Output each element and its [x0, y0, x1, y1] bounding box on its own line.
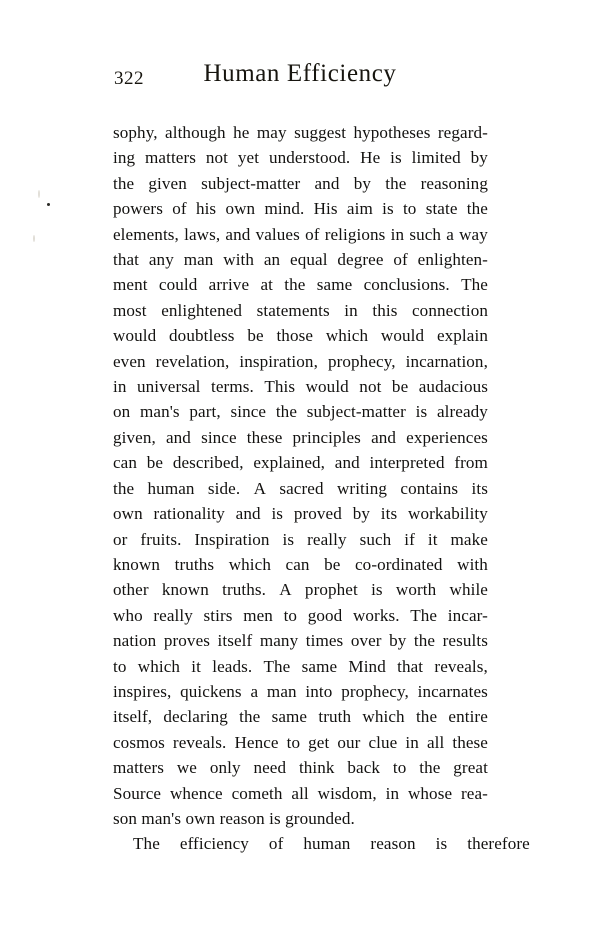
word: truths [174, 554, 215, 574]
word: is [282, 529, 295, 549]
word: own [225, 199, 256, 219]
word: workability [408, 504, 488, 524]
word: by [353, 173, 371, 193]
word: make [450, 529, 488, 549]
word: inspiration, [239, 351, 318, 371]
word: leads. [212, 656, 253, 676]
word: on [113, 402, 131, 422]
word: to [392, 758, 407, 778]
text-line [113, 171, 488, 196]
word: need [253, 758, 287, 778]
word: this [372, 300, 398, 320]
word: with [223, 250, 255, 270]
word: given [148, 173, 187, 193]
text-line [113, 501, 488, 526]
text-line [113, 145, 488, 170]
word: the [419, 758, 441, 778]
word: these [452, 732, 488, 752]
text-line [113, 247, 488, 272]
page-number: 322 [114, 68, 144, 89]
word: human [303, 834, 351, 854]
word: the [415, 707, 438, 727]
word: yet [237, 148, 260, 168]
word: back [347, 758, 381, 778]
word: explained, [253, 453, 326, 473]
word: which [228, 554, 271, 574]
word: all [426, 732, 445, 752]
word: known [161, 580, 209, 600]
word: even [113, 351, 146, 371]
word: limited [411, 148, 461, 168]
text-line [113, 730, 488, 755]
word: its [380, 504, 398, 524]
word: all [291, 783, 309, 803]
word: enlightened [161, 300, 243, 320]
word: hypotheses [353, 123, 431, 142]
word: described, [172, 453, 244, 473]
word: we [176, 758, 197, 778]
word: terms. [211, 377, 254, 397]
word: itself [217, 631, 253, 651]
word: be [391, 377, 409, 397]
word: and [165, 427, 191, 447]
text-line: son man's own reason is grounded. [113, 808, 355, 828]
word: to [286, 732, 301, 752]
word: values [255, 224, 300, 244]
word: Mind [348, 656, 386, 676]
word: doubtless [169, 326, 235, 346]
word: arrive [208, 275, 250, 295]
word: The [263, 656, 291, 676]
word: since [230, 402, 267, 422]
word: not [359, 377, 382, 397]
word: the [239, 707, 261, 727]
word: into [305, 681, 333, 701]
word: interpreted [369, 453, 445, 473]
word: nation [113, 631, 157, 651]
word: entire [448, 707, 488, 727]
word: that [113, 250, 140, 270]
word: matters [145, 148, 197, 168]
word: many [259, 631, 299, 651]
word: subject-matter [201, 173, 301, 193]
word: efficiency [179, 834, 249, 854]
word: own [113, 504, 143, 524]
word: the [413, 631, 436, 651]
word: man [266, 681, 297, 701]
paragraph-new [113, 831, 530, 856]
word: good [307, 605, 343, 625]
word: principles [292, 427, 361, 447]
text-line [113, 196, 488, 221]
word: given, [113, 427, 156, 447]
word: equal [290, 250, 328, 270]
word: our [337, 732, 361, 752]
word: side. [207, 478, 241, 498]
word: aim [346, 199, 373, 219]
word: it [191, 656, 201, 676]
word: state [425, 199, 458, 219]
word: truth [318, 707, 352, 727]
word: clue [368, 732, 398, 752]
word: is [371, 580, 383, 600]
page-body [113, 120, 530, 857]
word: ing [113, 148, 136, 168]
word: only [209, 758, 241, 778]
word: be [324, 554, 341, 574]
word: is [390, 148, 402, 168]
word: is [382, 199, 394, 219]
word: any [148, 250, 174, 270]
text-line [113, 755, 488, 780]
word: which [325, 326, 369, 346]
word: although [165, 123, 226, 142]
word: of [268, 834, 284, 854]
word: man's [140, 402, 180, 422]
page-header [0, 60, 600, 100]
word: A [253, 478, 267, 498]
word: and [235, 504, 261, 524]
word: degree [337, 250, 384, 270]
word: could [158, 275, 198, 295]
word: with [457, 554, 488, 574]
text-line [113, 527, 488, 552]
word: co-ordinated [354, 554, 443, 574]
word: Inspiration [194, 529, 270, 549]
word: can [113, 453, 138, 473]
word: universal [136, 377, 201, 397]
word: really [307, 529, 347, 549]
word: works. [352, 605, 400, 625]
word: these [246, 427, 283, 447]
paper-speck [38, 190, 40, 198]
word: it [427, 529, 438, 549]
word: incarnation, [405, 351, 488, 371]
word: connection [412, 300, 488, 320]
word: part, [189, 402, 221, 422]
text-line [113, 476, 488, 501]
word: writing [336, 478, 388, 498]
word: the [113, 173, 135, 193]
word: man [183, 250, 214, 270]
word: itself, [113, 707, 153, 727]
word: his [195, 199, 217, 219]
word: This [264, 377, 296, 397]
word: is [435, 834, 448, 854]
word: while [449, 580, 488, 600]
word: suggest [294, 123, 347, 142]
word: enlighten- [417, 250, 488, 270]
text-line [113, 552, 488, 577]
word: laws, [184, 224, 221, 244]
word: sophy, [113, 123, 158, 142]
word: experiences [406, 427, 488, 447]
word: elements, [113, 224, 179, 244]
word: quickens [180, 681, 242, 701]
word: get [308, 732, 330, 752]
text-line [113, 603, 488, 628]
word: its [471, 478, 488, 498]
paper-speck [33, 235, 35, 242]
word: which [137, 656, 181, 676]
word: the [466, 199, 488, 219]
text-line [113, 298, 488, 323]
word: is [271, 504, 284, 524]
word: which [362, 707, 405, 727]
word: A [279, 580, 292, 600]
word: really [153, 605, 193, 625]
word: incar- [447, 605, 488, 625]
word: same [301, 656, 338, 676]
text-line [113, 323, 488, 348]
word: and [225, 224, 251, 244]
text-line [113, 781, 488, 806]
word: declaring [163, 707, 228, 727]
word: the [113, 478, 135, 498]
word: fruits. [140, 529, 182, 549]
word: to [113, 656, 127, 676]
word: The [133, 834, 160, 854]
word: such [359, 529, 392, 549]
word: over [350, 631, 382, 651]
word: regard- [437, 123, 488, 142]
text-line [113, 679, 488, 704]
word: men [243, 605, 273, 625]
word: mind. [264, 199, 305, 219]
paper-speck [47, 203, 50, 206]
word: not [205, 148, 229, 168]
word: to [283, 605, 298, 625]
word: to [402, 199, 417, 219]
word: who [113, 605, 143, 625]
word: from [454, 453, 488, 473]
word: by [352, 504, 370, 524]
word: be [247, 326, 264, 346]
word: The [461, 275, 488, 295]
word: reasoning [420, 173, 488, 193]
word: in [405, 732, 419, 752]
word: whence [169, 783, 223, 803]
word: statements [256, 300, 330, 320]
word: same [316, 275, 353, 295]
text-line [113, 628, 488, 653]
word: He [360, 148, 381, 168]
word: explain [436, 326, 488, 346]
word: a [446, 224, 454, 244]
text-line [113, 831, 530, 856]
text-line [113, 704, 488, 729]
word: worth [395, 580, 437, 600]
text-line [113, 425, 488, 450]
word: contains [400, 478, 459, 498]
word: would [380, 326, 425, 346]
word: if [404, 529, 415, 549]
word: religions [324, 224, 386, 244]
word: think [298, 758, 335, 778]
word: and [314, 173, 340, 193]
text-line [113, 120, 488, 145]
word: matters [113, 758, 165, 778]
word: times [305, 631, 344, 651]
text-line [113, 272, 488, 297]
text-line [113, 577, 488, 602]
word: therefore [467, 834, 530, 854]
word: wisdom, [317, 783, 377, 803]
word: Source [113, 783, 162, 803]
word: cosmos [113, 732, 165, 752]
word: incarnates [417, 681, 488, 701]
word: or [113, 529, 128, 549]
text-line [113, 349, 488, 374]
word: other [113, 580, 149, 600]
word: sacred [279, 478, 324, 498]
word: ment [113, 275, 148, 295]
word: proves [163, 631, 211, 651]
word: would [113, 326, 157, 346]
word: by [389, 631, 407, 651]
word: whose [407, 783, 453, 803]
word: results [442, 631, 488, 651]
word: be [146, 453, 164, 473]
word: at [260, 275, 273, 295]
text-line [113, 399, 488, 424]
word: the [385, 173, 407, 193]
word: may [256, 123, 287, 142]
word: The [410, 605, 438, 625]
word: of [305, 224, 320, 244]
word: human [147, 478, 195, 498]
word: the [284, 275, 306, 295]
word: since [201, 427, 237, 447]
word: revelation, [155, 351, 230, 371]
text-line [113, 654, 488, 679]
word: inspires, [113, 681, 172, 701]
word: is [415, 402, 428, 422]
word: and [371, 427, 397, 447]
word: the [275, 402, 298, 422]
word: known [113, 554, 161, 574]
word: proved [293, 504, 342, 524]
word: reveals. [172, 732, 227, 752]
word: way [459, 224, 488, 244]
word: in [344, 300, 358, 320]
word: prophecy, [327, 351, 396, 371]
word: a [250, 681, 259, 701]
word: same [271, 707, 308, 727]
word: in [385, 783, 400, 803]
text-line [113, 450, 488, 475]
word: rea- [461, 783, 488, 803]
word: great [453, 758, 488, 778]
word: such [409, 224, 442, 244]
word: can [285, 554, 310, 574]
text-line [113, 222, 488, 247]
word: would [305, 377, 349, 397]
word: cometh [231, 783, 283, 803]
word: Hence [234, 732, 279, 752]
word: truths. [222, 580, 267, 600]
word: stirs [203, 605, 233, 625]
word: audacious [418, 377, 488, 397]
running-title: Human Efficiency [203, 60, 397, 87]
word: His [313, 199, 338, 219]
word: subject-matter [306, 402, 406, 422]
paragraph-continued [113, 120, 488, 831]
word: most [113, 300, 147, 320]
word: in [390, 224, 405, 244]
word: an [263, 250, 281, 270]
word: of [172, 199, 187, 219]
word: that [397, 656, 424, 676]
word: prophet [304, 580, 358, 600]
text-line [113, 374, 488, 399]
word: rationality [153, 504, 225, 524]
word: those [276, 326, 314, 346]
word: he [233, 123, 250, 142]
word: reveals, [434, 656, 488, 676]
word: conclusions. [363, 275, 450, 295]
word: of [393, 250, 408, 270]
word: prophecy, [341, 681, 409, 701]
word: powers [113, 199, 163, 219]
word: reason [370, 834, 416, 854]
word: by [470, 148, 488, 168]
word: understood. [268, 148, 351, 168]
word: and [334, 453, 360, 473]
word: already [436, 402, 488, 422]
word: in [113, 377, 127, 397]
